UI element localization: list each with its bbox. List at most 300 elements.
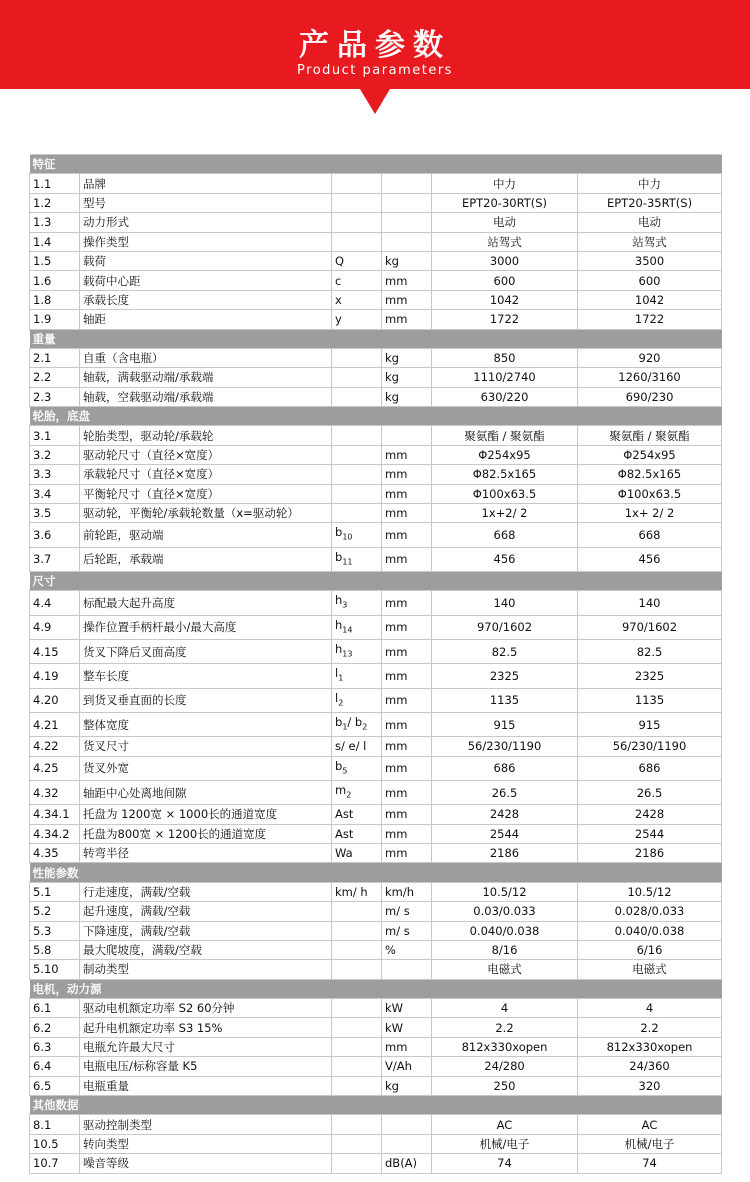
table-row — [30, 756, 722, 780]
row-number: 4.25 — [30, 756, 80, 780]
row-symbol: y — [332, 310, 382, 329]
row-unit — [382, 213, 432, 232]
row-item: 后轮距，承载端 — [80, 547, 332, 571]
row-item: 下降速度，满载/空载 — [80, 921, 332, 940]
row-number: 3.7 — [30, 547, 80, 571]
row-number: 2.3 — [30, 387, 80, 406]
row-value-model-2: 2186 — [578, 843, 722, 862]
table-row — [30, 174, 722, 193]
row-value-model-2: 686 — [578, 756, 722, 780]
row-unit: mm — [382, 484, 432, 503]
table-row — [30, 940, 722, 959]
row-item: 驱动轮尺寸（直径×宽度） — [80, 445, 332, 464]
row-unit: mm — [382, 591, 432, 615]
row-item: 最大爬坡度，满载/空载 — [80, 940, 332, 959]
row-value-model-2: 0.040/0.038 — [578, 921, 722, 940]
section-title: 轮胎，底盘 — [30, 407, 722, 426]
row-value-model-2: 920 — [578, 348, 722, 367]
row-symbol — [332, 387, 382, 406]
row-value-model-1: 74 — [432, 1154, 578, 1173]
row-value-model-2: EPT20-35RT(S) — [578, 193, 722, 212]
row-item: 电瓶重量 — [80, 1076, 332, 1095]
row-number: 3.2 — [30, 445, 80, 464]
row-item: 载荷 — [80, 251, 332, 270]
row-unit: kg — [382, 251, 432, 270]
row-number: 5.3 — [30, 921, 80, 940]
row-value-model-1: 中力 — [432, 174, 578, 193]
row-value-model-2: 915 — [578, 712, 722, 736]
row-number: 3.1 — [30, 426, 80, 445]
row-item: 品牌 — [80, 174, 332, 193]
row-number: 3.6 — [30, 523, 80, 547]
table-row — [30, 1018, 722, 1037]
row-value-model-1: EPT20-30RT(S) — [432, 193, 578, 212]
section-title: 电机，动力源 — [30, 979, 722, 998]
table-row — [30, 1134, 722, 1153]
banner-subtitle: Product parameters — [297, 63, 453, 78]
symbol-subscript: 2 — [346, 790, 352, 800]
table-row — [30, 1037, 722, 1056]
row-symbol — [332, 960, 382, 979]
table-row — [30, 664, 722, 688]
row-item: 货叉外宽 — [80, 756, 332, 780]
row-item: 轴载，满载驱动端/承载端 — [80, 368, 332, 387]
row-value-model-2: 2544 — [578, 824, 722, 843]
row-item: 轮胎类型，驱动轮/承载轮 — [80, 426, 332, 445]
row-symbol — [332, 232, 382, 251]
row-value-model-1: 0.040/0.038 — [432, 921, 578, 940]
row-symbol — [332, 368, 382, 387]
row-item: 操作类型 — [80, 232, 332, 251]
row-symbol — [332, 1115, 382, 1134]
row-unit: mm — [382, 805, 432, 824]
row-value-model-2: Φ100x63.5 — [578, 484, 722, 503]
symbol-subscript: 2 — [362, 722, 368, 732]
row-value-model-2: AC — [578, 1115, 722, 1134]
row-unit: kg — [382, 348, 432, 367]
table-row — [30, 902, 722, 921]
row-value-model-2: 82.5 — [578, 640, 722, 664]
row-value-model-2: Φ82.5x165 — [578, 465, 722, 484]
row-item: 托盘为 1200宽 × 1000长的通道宽度 — [80, 805, 332, 824]
row-item: 起升电机额定功率 S3 15% — [80, 1018, 332, 1037]
row-symbol: Q — [332, 251, 382, 270]
row-number: 2.2 — [30, 368, 80, 387]
row-number: 5.8 — [30, 940, 80, 959]
row-unit: mm — [382, 756, 432, 780]
row-symbol: Ast — [332, 805, 382, 824]
row-symbol: $l_2$ — [332, 688, 382, 712]
section-header — [30, 863, 722, 882]
row-number: 4.20 — [30, 688, 80, 712]
row-value-model-2: 聚氨酯 / 聚氨酯 — [578, 426, 722, 445]
symbol-subscript: 3 — [342, 600, 348, 610]
row-item: 轴距中心处离地间隙 — [80, 780, 332, 804]
row-item: 承载轮尺寸（直径×宽度） — [80, 465, 332, 484]
row-unit: mm — [382, 1037, 432, 1056]
row-number: 10.5 — [30, 1134, 80, 1153]
table-row — [30, 251, 722, 270]
row-number: 5.1 — [30, 882, 80, 901]
table-row — [30, 465, 722, 484]
row-value-model-1: 1042 — [432, 290, 578, 309]
row-value-model-1: 聚氨酯 / 聚氨酯 — [432, 426, 578, 445]
row-item: 驱动轮，平衡轮/承载轮数量（x=驱动轮） — [80, 504, 332, 523]
row-value-model-1: 850 — [432, 348, 578, 367]
row-value-model-2: 1722 — [578, 310, 722, 329]
row-value-model-1: 970/1602 — [432, 615, 578, 639]
table-row — [30, 290, 722, 309]
row-unit: kW — [382, 999, 432, 1018]
banner-title: 产品参数 — [299, 28, 451, 63]
row-value-model-1: 600 — [432, 271, 578, 290]
table-row — [30, 780, 722, 804]
row-symbol: $b_{10}$ — [332, 523, 382, 547]
row-value-model-1: 2.2 — [432, 1018, 578, 1037]
row-item: 起升速度，满载/空载 — [80, 902, 332, 921]
row-number: 4.34.1 — [30, 805, 80, 824]
row-unit: mm — [382, 523, 432, 547]
row-unit: kg — [382, 1076, 432, 1095]
row-item: 驱动控制类型 — [80, 1115, 332, 1134]
row-unit: mm — [382, 664, 432, 688]
row-number: 6.5 — [30, 1076, 80, 1095]
table-row — [30, 999, 722, 1018]
symbol-subscript: 14 — [342, 625, 353, 634]
row-value-model-1: Φ254x95 — [432, 445, 578, 464]
row-value-model-2: 2.2 — [578, 1018, 722, 1037]
symbol-subscript: 2 — [338, 697, 344, 707]
row-value-model-2: 1135 — [578, 688, 722, 712]
row-item: 货叉尺寸 — [80, 737, 332, 756]
row-unit: mm — [382, 737, 432, 756]
row-value-model-2: Φ254x95 — [578, 445, 722, 464]
row-symbol — [332, 484, 382, 503]
row-number: 4.21 — [30, 712, 80, 736]
row-unit — [382, 1115, 432, 1134]
row-unit: mm — [382, 615, 432, 639]
row-value-model-2: 600 — [578, 271, 722, 290]
row-symbol: c — [332, 271, 382, 290]
row-number: 1.5 — [30, 251, 80, 270]
row-item: 转弯半径 — [80, 843, 332, 862]
row-symbol: Ast — [332, 824, 382, 843]
row-value-model-2: 1x+ 2/ 2 — [578, 504, 722, 523]
row-symbol: $b_5$ — [332, 756, 382, 780]
row-unit: mm — [382, 271, 432, 290]
row-number: 1.9 — [30, 310, 80, 329]
row-value-model-2: 56/230/1190 — [578, 737, 722, 756]
row-symbol — [332, 1076, 382, 1095]
row-symbol: km/ h — [332, 882, 382, 901]
row-number: 5.2 — [30, 902, 80, 921]
row-value-model-2: 140 — [578, 591, 722, 615]
row-number: 1.2 — [30, 193, 80, 212]
row-item: 驱动电机额定功率 S2 60分钟 — [80, 999, 332, 1018]
row-value-model-2: 10.5/12 — [578, 882, 722, 901]
row-unit: kg — [382, 368, 432, 387]
row-symbol — [332, 213, 382, 232]
row-number: 3.5 — [30, 504, 80, 523]
table-row — [30, 960, 722, 979]
row-number: 6.4 — [30, 1057, 80, 1076]
row-unit: dB(A) — [382, 1154, 432, 1173]
row-symbol: Wa — [332, 843, 382, 862]
row-value-model-1: Φ100x63.5 — [432, 484, 578, 503]
row-value-model-1: 0.03/0.033 — [432, 902, 578, 921]
row-value-model-2: 74 — [578, 1154, 722, 1173]
row-unit: mm — [382, 504, 432, 523]
row-symbol — [332, 1018, 382, 1037]
row-value-model-1: 机械/电子 — [432, 1134, 578, 1153]
row-number: 4.34.2 — [30, 824, 80, 843]
row-value-model-1: 56/230/1190 — [432, 737, 578, 756]
row-symbol — [332, 1154, 382, 1173]
row-value-model-1: 812x330xopen — [432, 1037, 578, 1056]
row-value-model-1: Φ82.5x165 — [432, 465, 578, 484]
table-row — [30, 737, 722, 756]
row-item: 整车长度 — [80, 664, 332, 688]
row-unit: kg — [382, 387, 432, 406]
table-row — [30, 193, 722, 212]
table-row — [30, 843, 722, 862]
row-symbol — [332, 1037, 382, 1056]
row-value-model-1: 456 — [432, 547, 578, 571]
row-number: 2.1 — [30, 348, 80, 367]
row-value-model-2: 电磁式 — [578, 960, 722, 979]
section-header — [30, 979, 722, 998]
section-header — [30, 329, 722, 348]
row-number: 4.35 — [30, 843, 80, 862]
row-value-model-1: 1135 — [432, 688, 578, 712]
row-value-model-1: 8/16 — [432, 940, 578, 959]
row-number: 1.6 — [30, 271, 80, 290]
section-title: 性能参数 — [30, 863, 722, 882]
symbol-subscript: 11 — [342, 557, 353, 567]
row-value-model-1: 250 — [432, 1076, 578, 1095]
row-symbol — [332, 921, 382, 940]
row-value-model-2: 2325 — [578, 664, 722, 688]
symbol-subscript: 1 — [338, 673, 344, 683]
row-value-model-2: 2428 — [578, 805, 722, 824]
table-row — [30, 387, 722, 406]
row-unit: V/Ah — [382, 1057, 432, 1076]
row-symbol: $m_2$ — [332, 780, 382, 804]
row-item: 型号 — [80, 193, 332, 212]
table-row — [30, 1154, 722, 1173]
table-row — [30, 547, 722, 571]
row-symbol — [332, 174, 382, 193]
row-unit: mm — [382, 824, 432, 843]
row-number: 10.7 — [30, 1154, 80, 1173]
row-symbol: x — [332, 290, 382, 309]
row-value-model-1: 668 — [432, 523, 578, 547]
row-symbol: $h_{13}$ — [332, 640, 382, 664]
row-number: 4.22 — [30, 737, 80, 756]
row-symbol: $b_1/$ $b_2$ — [332, 712, 382, 736]
row-value-model-1: 电磁式 — [432, 960, 578, 979]
row-symbol — [332, 999, 382, 1018]
row-item: 标配最大起升高度 — [80, 591, 332, 615]
row-unit — [382, 426, 432, 445]
row-value-model-2: 0.028/0.033 — [578, 902, 722, 921]
row-item: 行走速度，满载/空载 — [80, 882, 332, 901]
row-value-model-2: 24/360 — [578, 1057, 722, 1076]
row-number: 3.4 — [30, 484, 80, 503]
row-item: 货叉下降后叉面高度 — [80, 640, 332, 664]
table-row — [30, 824, 722, 843]
row-number: 6.1 — [30, 999, 80, 1018]
row-value-model-2: 456 — [578, 547, 722, 571]
row-item: 轴距 — [80, 310, 332, 329]
row-number: 4.15 — [30, 640, 80, 664]
row-value-model-1: 2428 — [432, 805, 578, 824]
header-banner — [0, 0, 750, 116]
table-row — [30, 1057, 722, 1076]
row-symbol: s/ e/ l — [332, 737, 382, 756]
row-number: 6.3 — [30, 1037, 80, 1056]
row-unit: m/ s — [382, 902, 432, 921]
row-value-model-2: 1042 — [578, 290, 722, 309]
row-unit: mm — [382, 712, 432, 736]
row-unit: mm — [382, 445, 432, 464]
row-number: 4.4 — [30, 591, 80, 615]
row-symbol — [332, 426, 382, 445]
row-value-model-1: 2325 — [432, 664, 578, 688]
row-unit — [382, 1134, 432, 1153]
row-symbol — [332, 445, 382, 464]
table-row — [30, 445, 722, 464]
row-number: 3.3 — [30, 465, 80, 484]
symbol-subscript: 1 — [342, 722, 348, 732]
table-row — [30, 1115, 722, 1134]
row-item: 电瓶允许最大尺寸 — [80, 1037, 332, 1056]
row-unit: km/h — [382, 882, 432, 901]
row-unit — [382, 960, 432, 979]
row-item: 载荷中心距 — [80, 271, 332, 290]
row-symbol: $h_{14}$ — [332, 615, 382, 639]
row-symbol — [332, 504, 382, 523]
row-symbol — [332, 940, 382, 959]
row-number: 4.32 — [30, 780, 80, 804]
row-value-model-1: 26.5 — [432, 780, 578, 804]
table-row — [30, 310, 722, 329]
row-symbol — [332, 1134, 382, 1153]
table-row — [30, 504, 722, 523]
row-item: 到货叉垂直面的长度 — [80, 688, 332, 712]
row-unit: mm — [382, 780, 432, 804]
table-row — [30, 1076, 722, 1095]
row-item: 自重（含电瓶） — [80, 348, 332, 367]
section-title: 其他数据 — [30, 1096, 722, 1115]
row-unit — [382, 232, 432, 251]
row-symbol — [332, 1057, 382, 1076]
row-value-model-2: 668 — [578, 523, 722, 547]
row-value-model-1: 2544 — [432, 824, 578, 843]
row-number: 4.19 — [30, 664, 80, 688]
row-unit: mm — [382, 547, 432, 571]
symbol-subscript: 13 — [342, 649, 353, 659]
spec-table — [29, 154, 722, 1174]
row-value-model-2: 站驾式 — [578, 232, 722, 251]
row-value-model-2: 320 — [578, 1076, 722, 1095]
row-unit — [382, 193, 432, 212]
row-value-model-2: 1260/3160 — [578, 368, 722, 387]
row-item: 动力形式 — [80, 213, 332, 232]
row-value-model-2: 机械/电子 — [578, 1134, 722, 1153]
row-unit: mm — [382, 310, 432, 329]
row-unit: mm — [382, 640, 432, 664]
row-item: 操作位置手柄杆最小/最大高度 — [80, 615, 332, 639]
row-symbol: $b_{11}$ — [332, 547, 382, 571]
row-value-model-2: 970/1602 — [578, 615, 722, 639]
row-unit: mm — [382, 843, 432, 862]
table-row — [30, 615, 722, 639]
table-row — [30, 591, 722, 615]
table-row — [30, 688, 722, 712]
table-row — [30, 368, 722, 387]
row-unit: % — [382, 940, 432, 959]
section-title: 尺寸 — [30, 572, 722, 591]
row-symbol — [332, 902, 382, 921]
table-row — [30, 271, 722, 290]
table-row — [30, 232, 722, 251]
row-value-model-1: 915 — [432, 712, 578, 736]
row-symbol — [332, 348, 382, 367]
row-value-model-1: 1722 — [432, 310, 578, 329]
row-value-model-2: 812x330xopen — [578, 1037, 722, 1056]
table-row — [30, 213, 722, 232]
row-number: 4.9 — [30, 615, 80, 639]
row-unit: mm — [382, 688, 432, 712]
row-number: 5.10 — [30, 960, 80, 979]
row-unit: mm — [382, 465, 432, 484]
row-symbol — [332, 465, 382, 484]
row-value-model-2: 3500 — [578, 251, 722, 270]
section-title: 特征 — [30, 155, 722, 174]
row-value-model-1: 10.5/12 — [432, 882, 578, 901]
table-row — [30, 523, 722, 547]
row-value-model-1: 电动 — [432, 213, 578, 232]
row-unit: m/ s — [382, 921, 432, 940]
row-value-model-1: 24/280 — [432, 1057, 578, 1076]
row-item: 承载长度 — [80, 290, 332, 309]
row-item: 前轮距，驱动端 — [80, 523, 332, 547]
row-item: 噪音等级 — [80, 1154, 332, 1173]
row-value-model-1: 140 — [432, 591, 578, 615]
row-symbol: $h_3$ — [332, 591, 382, 615]
table-row — [30, 712, 722, 736]
row-value-model-1: AC — [432, 1115, 578, 1134]
row-value-model-1: 82.5 — [432, 640, 578, 664]
section-header — [30, 572, 722, 591]
row-value-model-1: 站驾式 — [432, 232, 578, 251]
row-number: 6.2 — [30, 1018, 80, 1037]
table-row — [30, 921, 722, 940]
row-value-model-1: 4 — [432, 999, 578, 1018]
row-number: 1.1 — [30, 174, 80, 193]
section-header — [30, 407, 722, 426]
row-value-model-2: 690/230 — [578, 387, 722, 406]
row-unit: kW — [382, 1018, 432, 1037]
table-row — [30, 882, 722, 901]
row-symbol: $l_1$ — [332, 664, 382, 688]
section-header — [30, 1096, 722, 1115]
row-value-model-1: 2186 — [432, 843, 578, 862]
row-item: 平衡轮尺寸（直径×宽度） — [80, 484, 332, 503]
section-header — [30, 155, 722, 174]
row-item: 制动类型 — [80, 960, 332, 979]
